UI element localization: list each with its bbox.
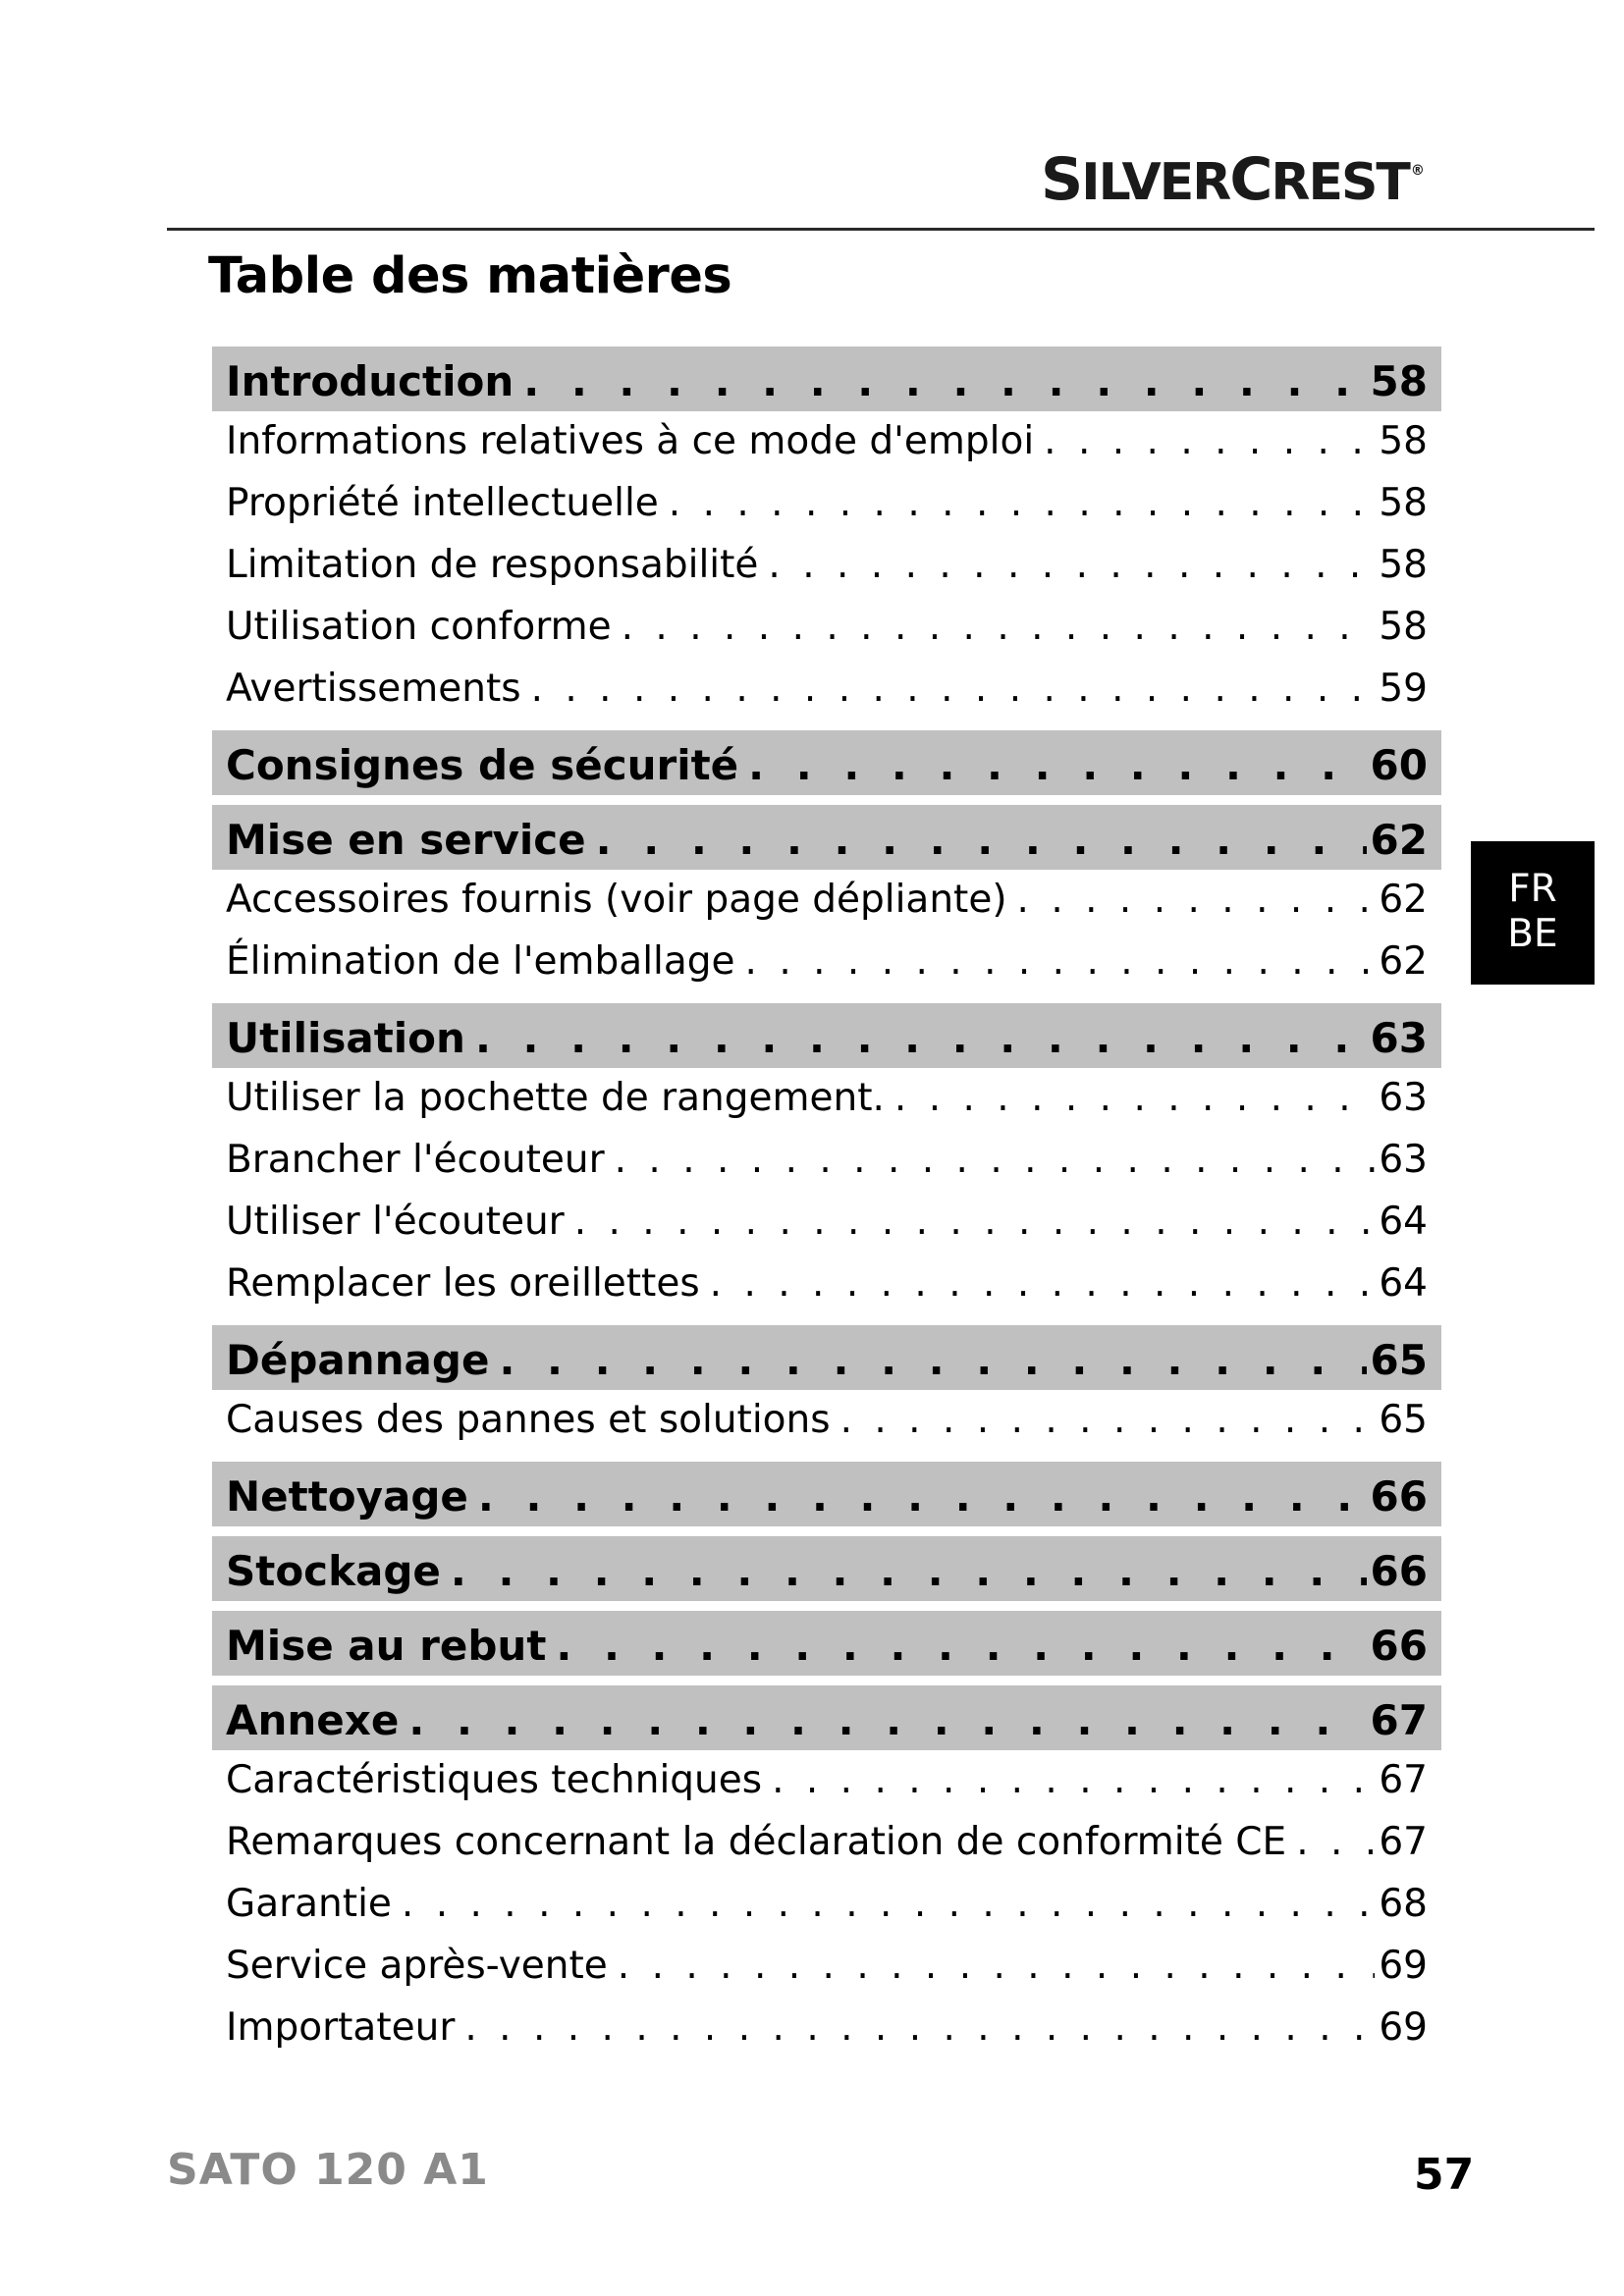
- toc-page-number: 58: [1370, 357, 1428, 405]
- toc-label: Limitation de responsabilité: [226, 543, 759, 587]
- toc-label: Introduction: [226, 357, 514, 405]
- toc-leader-dots: [669, 481, 1376, 525]
- toc-label: Dépannage: [226, 1336, 490, 1384]
- toc-entry: [212, 1068, 1441, 1130]
- toc-page-number: 58: [1379, 543, 1428, 587]
- toc-leader-dots: [748, 741, 1366, 789]
- toc-leader-dots: [596, 816, 1367, 864]
- toc-label: Mise en service: [226, 816, 586, 864]
- toc-leader-dots: [523, 357, 1366, 405]
- toc-page-number: 58: [1379, 419, 1428, 463]
- toc-leader-dots: [1296, 1820, 1375, 1864]
- toc-leader-dots: [745, 939, 1376, 984]
- toc-label: Consignes de sécurité: [226, 741, 739, 789]
- toc-page-number: 66: [1370, 1472, 1428, 1521]
- toc-section: [212, 1611, 1441, 1676]
- toc-label: Caractéristiques techniques: [226, 1758, 763, 1802]
- toc-label: Élimination de l'emballage: [226, 939, 735, 984]
- toc-section: [212, 1536, 1441, 1601]
- page-title: Table des matières: [208, 247, 732, 305]
- brand-letter: C: [1229, 145, 1272, 214]
- toc-entry: [212, 1254, 1441, 1315]
- toc-label: Annexe: [226, 1696, 400, 1744]
- toc-leader-dots: [478, 1472, 1367, 1521]
- language-code-be: BE: [1507, 912, 1558, 956]
- toc-page-number: 67: [1370, 1696, 1428, 1744]
- footer-page-number: 57: [1414, 2150, 1475, 2200]
- toc-leader-dots: [710, 1261, 1376, 1306]
- toc-entry: [212, 932, 1441, 993]
- toc-label: Remplacer les oreillettes: [226, 1261, 700, 1306]
- table-of-contents: [212, 347, 1441, 2059]
- toc-entry: [212, 1812, 1441, 1874]
- toc-label: Propriété intellectuelle: [226, 481, 659, 525]
- toc-entry: [212, 473, 1441, 535]
- toc-label: Remarques concernant la déclaration de conformité CE: [226, 1820, 1287, 1864]
- toc-entry: [212, 1130, 1441, 1192]
- toc-entry: [212, 411, 1441, 473]
- toc-page-number: 65: [1379, 1398, 1428, 1442]
- toc-page-number: 67: [1379, 1758, 1428, 1802]
- toc-page-number: 67: [1379, 1820, 1428, 1864]
- toc-leader-dots: [622, 605, 1376, 649]
- toc-page-number: 66: [1370, 1622, 1428, 1670]
- toc-entry: [212, 870, 1441, 932]
- toc-label: Utilisation: [226, 1014, 465, 1062]
- toc-page-number: 62: [1370, 816, 1428, 864]
- toc-page-number: 68: [1379, 1882, 1428, 1926]
- toc-entry: [212, 1874, 1441, 1936]
- brand-text: ILVER: [1081, 153, 1230, 212]
- toc-leader-dots: [475, 1014, 1367, 1062]
- toc-label: Brancher l'écouteur: [226, 1138, 605, 1182]
- toc-leader-dots: [615, 1138, 1376, 1182]
- toc-entry: [212, 1998, 1441, 2059]
- toc-page-number: 65: [1370, 1336, 1428, 1384]
- brand-letter: S: [1041, 145, 1082, 214]
- toc-page-number: 58: [1379, 605, 1428, 649]
- toc-section: [212, 1325, 1441, 1390]
- toc-section: [212, 1685, 1441, 1750]
- toc-label: Utiliser l'écouteur: [226, 1200, 565, 1244]
- toc-leader-dots: [499, 1336, 1366, 1384]
- toc-page-number: 66: [1370, 1547, 1428, 1595]
- toc-leader-dots: [402, 1882, 1375, 1926]
- toc-page-number: 69: [1379, 2005, 1428, 2050]
- toc-entry: [212, 1936, 1441, 1998]
- toc-label: Importateur: [226, 2005, 456, 2050]
- toc-leader-dots: [408, 1696, 1366, 1744]
- toc-leader-dots: [464, 2005, 1375, 2050]
- toc-entry: [212, 1750, 1441, 1812]
- toc-leader-dots: [451, 1547, 1367, 1595]
- toc-page-number: 69: [1379, 1944, 1428, 1988]
- toc-leader-dots: [768, 543, 1375, 587]
- toc-entry: [212, 1192, 1441, 1254]
- toc-page-number: 63: [1379, 1076, 1428, 1120]
- toc-label: Stockage: [226, 1547, 441, 1595]
- toc-label: Accessoires fournis (voir page dépliante): [226, 878, 1007, 922]
- toc-section: [212, 347, 1441, 411]
- toc-section: [212, 1003, 1441, 1068]
- registered-mark: ®: [1410, 163, 1423, 179]
- toc-entry: [212, 535, 1441, 597]
- toc-label: Garantie: [226, 1882, 392, 1926]
- brand-text: REST: [1271, 153, 1409, 212]
- toc-leader-dots: [772, 1758, 1375, 1802]
- toc-page-number: 59: [1379, 667, 1428, 711]
- toc-leader-dots: [556, 1622, 1366, 1670]
- toc-leader-dots: [531, 667, 1376, 711]
- toc-leader-dots: [1044, 419, 1375, 463]
- toc-section: [212, 730, 1441, 795]
- toc-section: [212, 1462, 1441, 1526]
- toc-leader-dots: [1017, 878, 1376, 922]
- language-code-fr: FR: [1508, 867, 1557, 911]
- toc-label: Avertissements: [226, 667, 521, 711]
- toc-label: Mise au rebut: [226, 1622, 547, 1670]
- toc-page-number: 63: [1379, 1138, 1428, 1182]
- toc-leader-dots: [840, 1398, 1376, 1442]
- toc-leader-dots: [618, 1944, 1376, 1988]
- toc-page-number: 62: [1379, 878, 1428, 922]
- toc-page-number: 60: [1370, 741, 1428, 789]
- toc-entry: [212, 659, 1441, 721]
- toc-page-number: 58: [1379, 481, 1428, 525]
- toc-label: Nettoyage: [226, 1472, 468, 1521]
- toc-label: Informations relatives à ce mode d'emploi: [226, 419, 1035, 463]
- toc-page-number: 62: [1379, 939, 1428, 984]
- toc-page-number: 63: [1370, 1014, 1428, 1062]
- footer-model: SATO 120 A1: [167, 2145, 489, 2195]
- toc-label: Utilisation conforme: [226, 605, 612, 649]
- toc-leader-dots: [894, 1076, 1375, 1120]
- toc-entry: [212, 1390, 1441, 1452]
- toc-leader-dots: [574, 1200, 1376, 1244]
- header-rule: [167, 228, 1595, 231]
- toc-page-number: 64: [1379, 1261, 1428, 1306]
- language-tab: [1471, 841, 1595, 985]
- toc-section: [212, 805, 1441, 870]
- brand-logo: [1041, 145, 1473, 224]
- toc-label: Service après-vente: [226, 1944, 608, 1988]
- toc-label: Utiliser la pochette de rangement.: [226, 1076, 885, 1120]
- toc-page-number: 64: [1379, 1200, 1428, 1244]
- toc-entry: [212, 597, 1441, 659]
- toc-label: Causes des pannes et solutions: [226, 1398, 831, 1442]
